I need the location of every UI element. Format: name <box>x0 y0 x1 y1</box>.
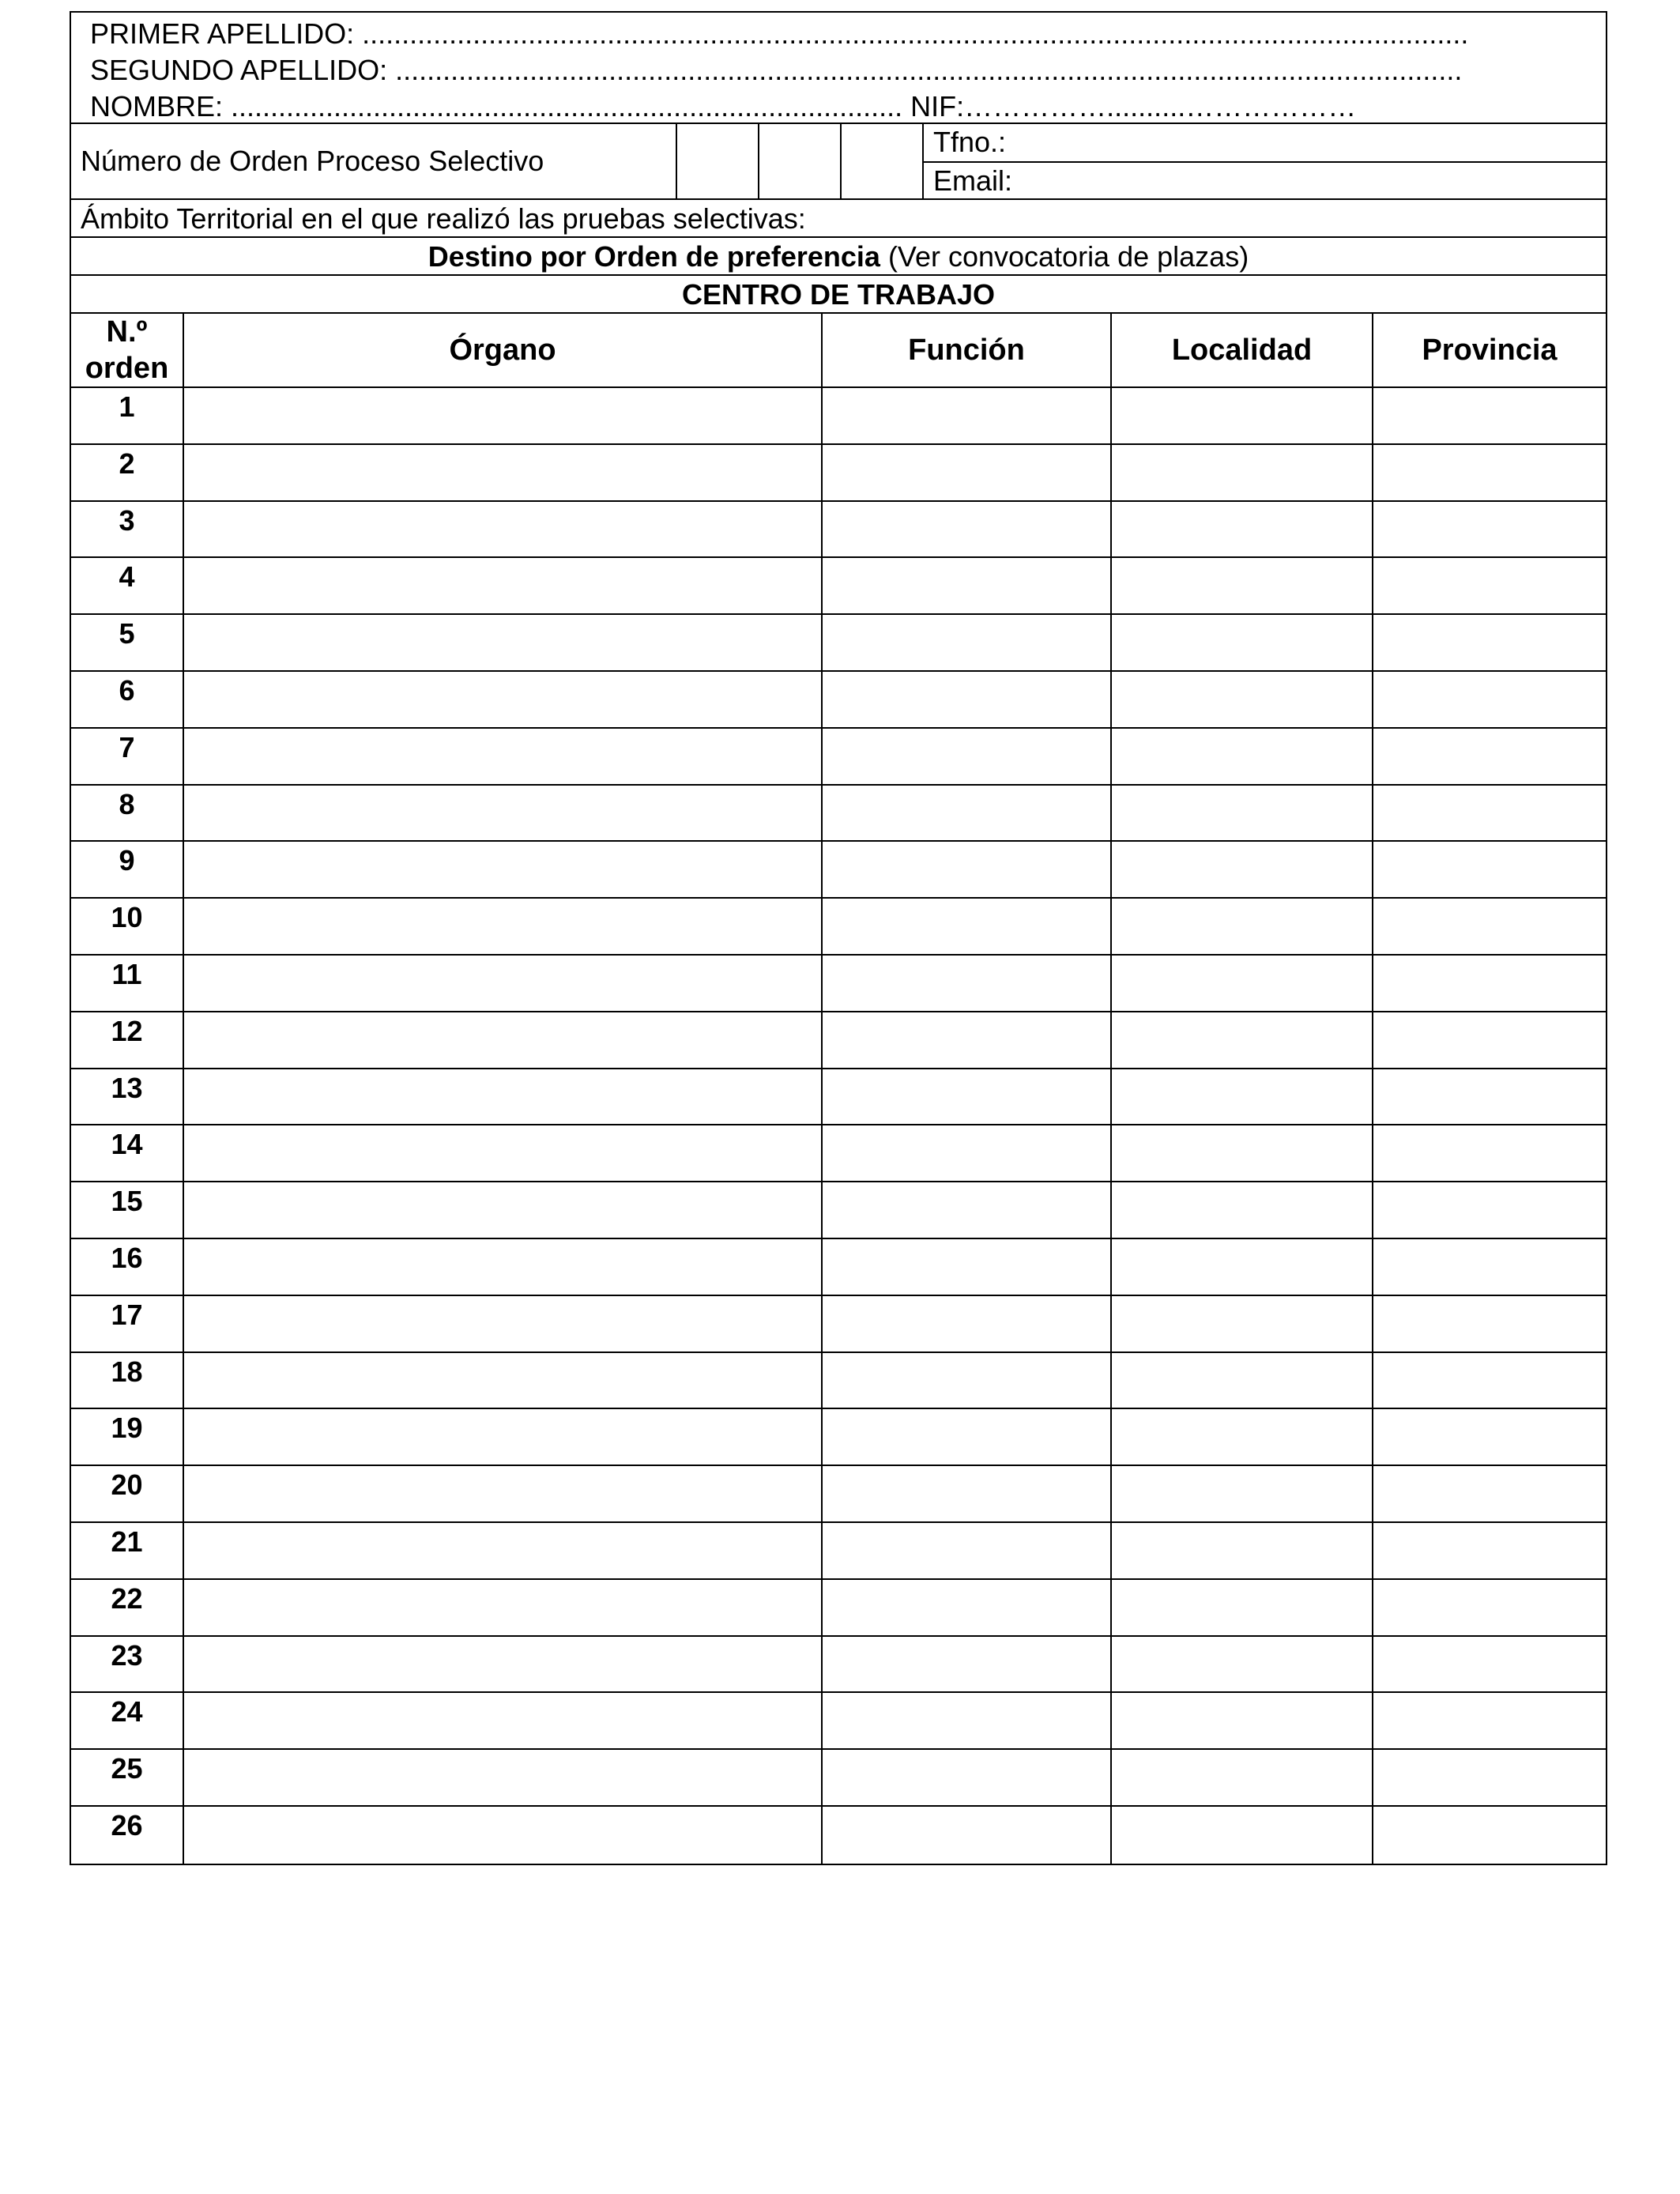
header-funcion: Función <box>823 314 1112 386</box>
centro-row <box>71 276 1606 314</box>
organo-cell[interactable] <box>184 1012 823 1068</box>
organo-cell[interactable] <box>184 1353 823 1408</box>
organo-cell[interactable] <box>184 729 823 784</box>
order-process-label: Número de Orden Proceso Selectivo <box>71 124 677 198</box>
provincia-cell[interactable] <box>1373 445 1606 500</box>
funcion-cell[interactable] <box>823 1523 1112 1578</box>
organo-cell[interactable] <box>184 672 823 727</box>
table-row <box>71 786 1606 843</box>
organo-cell[interactable] <box>184 615 823 670</box>
provincia-cell[interactable] <box>1373 1069 1606 1125</box>
localidad-cell[interactable] <box>1112 615 1373 670</box>
table-row <box>71 502 1606 559</box>
row-number: 11 <box>71 956 184 1011</box>
provincia-cell[interactable] <box>1373 899 1606 954</box>
provincia-cell[interactable] <box>1373 1353 1606 1408</box>
row-number: 18 <box>71 1353 184 1408</box>
table-row <box>71 1750 1606 1807</box>
funcion-cell[interactable] <box>823 1069 1112 1125</box>
funcion-cell[interactable] <box>823 1409 1112 1465</box>
provincia-cell[interactable] <box>1373 1296 1606 1351</box>
order-digit-box-2[interactable] <box>759 124 842 198</box>
funcion-cell[interactable] <box>823 786 1112 841</box>
row-number: 25 <box>71 1750 184 1805</box>
funcion-cell[interactable] <box>823 1353 1112 1408</box>
localidad-cell[interactable] <box>1112 1125 1373 1181</box>
localidad-cell[interactable] <box>1112 1239 1373 1295</box>
table-row <box>71 1523 1606 1580</box>
funcion-cell[interactable] <box>823 558 1112 613</box>
organo-cell[interactable] <box>184 1807 823 1864</box>
applicant-block <box>71 13 1606 124</box>
provincia-cell[interactable] <box>1373 1182 1606 1238</box>
email-field[interactable]: Email: <box>924 161 1606 198</box>
provincia-cell[interactable] <box>1373 1523 1606 1578</box>
funcion-cell[interactable] <box>823 729 1112 784</box>
header-organo: Órgano <box>184 314 823 386</box>
provincia-cell[interactable] <box>1373 615 1606 670</box>
table-row <box>71 1239 1606 1296</box>
row-number: 20 <box>71 1466 184 1521</box>
organo-cell[interactable] <box>184 899 823 954</box>
localidad-cell[interactable] <box>1112 1693 1373 1748</box>
funcion-cell[interactable] <box>823 1296 1112 1351</box>
funcion-cell[interactable] <box>823 1807 1112 1864</box>
row-number: 9 <box>71 842 184 897</box>
localidad-cell[interactable] <box>1112 1807 1373 1864</box>
provincia-cell[interactable] <box>1373 558 1606 613</box>
provincia-cell[interactable] <box>1373 1409 1606 1465</box>
localidad-cell[interactable] <box>1112 1466 1373 1521</box>
funcion-cell[interactable] <box>823 956 1112 1011</box>
organo-cell[interactable] <box>184 1750 823 1805</box>
destino-note: (Ver convocatoria de plazas) <box>880 240 1249 273</box>
provincia-cell[interactable] <box>1373 1239 1606 1295</box>
destino-heading <box>71 238 1606 274</box>
order-digit-box-3[interactable] <box>842 124 924 198</box>
segundo-apellido-field[interactable]: SEGUNDO APELLIDO: ....................................................................................................................................... <box>90 54 1463 86</box>
provincia-cell[interactable] <box>1373 1637 1606 1692</box>
funcion-cell[interactable] <box>823 1693 1112 1748</box>
organo-cell[interactable] <box>184 558 823 613</box>
table-row <box>71 1069 1606 1126</box>
funcion-cell[interactable] <box>823 672 1112 727</box>
localidad-cell[interactable] <box>1112 1750 1373 1805</box>
provincia-cell[interactable] <box>1373 502 1606 557</box>
ambito-row <box>71 200 1606 238</box>
funcion-cell[interactable] <box>823 615 1112 670</box>
contact-block <box>922 124 1606 198</box>
row-number: 17 <box>71 1296 184 1351</box>
localidad-cell[interactable] <box>1112 502 1373 557</box>
localidad-cell[interactable] <box>1112 558 1373 613</box>
organo-cell[interactable] <box>184 1466 823 1521</box>
organo-cell[interactable] <box>184 1125 823 1181</box>
provincia-cell[interactable] <box>1373 786 1606 841</box>
provincia-cell[interactable] <box>1373 1693 1606 1748</box>
organo-cell[interactable] <box>184 445 823 500</box>
funcion-cell[interactable] <box>823 445 1112 500</box>
order-digit-box-1[interactable] <box>677 124 759 198</box>
table-row <box>71 1807 1606 1864</box>
tfno-field[interactable]: Tfno.: <box>933 126 1007 158</box>
nombre-nif-field[interactable]: NOMBRE: ..................................................................................... NIF:……………..........……………… <box>90 90 1357 123</box>
table-row <box>71 1353 1606 1410</box>
table-row <box>71 1182 1606 1239</box>
destino-row <box>71 238 1606 276</box>
row-number: 15 <box>71 1182 184 1238</box>
table-row <box>71 388 1606 445</box>
row-number: 2 <box>71 445 184 500</box>
table-row <box>71 1409 1606 1466</box>
provincia-cell[interactable] <box>1373 1807 1606 1864</box>
localidad-cell[interactable] <box>1112 1182 1373 1238</box>
provincia-cell[interactable] <box>1373 1125 1606 1181</box>
funcion-cell[interactable] <box>823 502 1112 557</box>
organo-cell[interactable] <box>184 1523 823 1578</box>
row-number: 22 <box>71 1580 184 1635</box>
provincia-cell[interactable] <box>1373 842 1606 897</box>
row-number: 10 <box>71 899 184 954</box>
localidad-cell[interactable] <box>1112 786 1373 841</box>
table-row <box>71 842 1606 899</box>
localidad-cell[interactable] <box>1112 1409 1373 1465</box>
header-n-orden-line1: N.º <box>106 315 148 349</box>
row-number: 26 <box>71 1807 184 1864</box>
row-number: 6 <box>71 672 184 727</box>
funcion-cell[interactable] <box>823 1239 1112 1295</box>
provincia-cell[interactable] <box>1373 729 1606 784</box>
localidad-cell[interactable] <box>1112 1580 1373 1635</box>
table-row <box>71 672 1606 729</box>
organo-cell[interactable] <box>184 786 823 841</box>
localidad-cell[interactable] <box>1112 445 1373 500</box>
localidad-cell[interactable] <box>1112 899 1373 954</box>
funcion-cell[interactable] <box>823 1125 1112 1181</box>
localidad-cell[interactable] <box>1112 1069 1373 1125</box>
table-body <box>71 388 1606 1864</box>
table-row <box>71 558 1606 615</box>
organo-cell[interactable] <box>184 388 823 443</box>
table-row <box>71 1296 1606 1353</box>
primer-apellido-field[interactable]: PRIMER APELLIDO: ............................................................................................................................................ <box>90 17 1469 50</box>
localidad-cell[interactable] <box>1112 842 1373 897</box>
row-number: 16 <box>71 1239 184 1295</box>
table-row <box>71 1125 1606 1182</box>
provincia-cell[interactable] <box>1373 956 1606 1011</box>
localidad-cell[interactable] <box>1112 1353 1373 1408</box>
row-number: 1 <box>71 388 184 443</box>
row-number: 24 <box>71 1693 184 1748</box>
funcion-cell[interactable] <box>823 1580 1112 1635</box>
row-number: 23 <box>71 1637 184 1692</box>
table-row <box>71 1693 1606 1750</box>
localidad-cell[interactable] <box>1112 1523 1373 1578</box>
localidad-cell[interactable] <box>1112 956 1373 1011</box>
organo-cell[interactable] <box>184 1409 823 1465</box>
row-number: 5 <box>71 615 184 670</box>
table-row <box>71 956 1606 1012</box>
funcion-cell[interactable] <box>823 1466 1112 1521</box>
provincia-cell[interactable] <box>1373 1012 1606 1068</box>
table-row <box>71 1637 1606 1694</box>
order-process-row <box>71 124 1606 200</box>
table-row <box>71 729 1606 786</box>
organo-cell[interactable] <box>184 502 823 557</box>
table-header-row <box>71 314 1606 388</box>
header-n-orden <box>71 314 184 386</box>
table-row <box>71 615 1606 672</box>
localidad-cell[interactable] <box>1112 729 1373 784</box>
destino-bold: Destino por Orden de preferencia <box>428 240 880 273</box>
provincia-cell[interactable] <box>1373 1466 1606 1521</box>
funcion-cell[interactable] <box>823 1182 1112 1238</box>
organo-cell[interactable] <box>184 1296 823 1351</box>
row-number: 4 <box>71 558 184 613</box>
organo-cell[interactable] <box>184 1069 823 1125</box>
organo-cell[interactable] <box>184 1693 823 1748</box>
localidad-cell[interactable] <box>1112 1637 1373 1692</box>
row-number: 8 <box>71 786 184 841</box>
preference-form <box>70 11 1607 1865</box>
funcion-cell[interactable] <box>823 388 1112 443</box>
organo-cell[interactable] <box>184 956 823 1011</box>
funcion-cell[interactable] <box>823 1012 1112 1068</box>
ambito-label[interactable]: Ámbito Territorial en el que realizó las pruebas selectivas: <box>81 202 806 235</box>
header-n-orden-line2: orden <box>85 352 169 385</box>
organo-cell[interactable] <box>184 1239 823 1295</box>
localidad-cell[interactable] <box>1112 1012 1373 1068</box>
table-row <box>71 1466 1606 1523</box>
centro-heading: CENTRO DE TRABAJO <box>681 278 996 311</box>
organo-cell[interactable] <box>184 1580 823 1635</box>
table-row <box>71 1580 1606 1637</box>
table-row <box>71 445 1606 502</box>
funcion-cell[interactable] <box>823 1750 1112 1805</box>
organo-cell[interactable] <box>184 842 823 897</box>
localidad-cell[interactable] <box>1112 388 1373 443</box>
funcion-cell[interactable] <box>823 842 1112 897</box>
header-provincia: Provincia <box>1422 333 1558 367</box>
funcion-cell[interactable] <box>823 899 1112 954</box>
row-number: 13 <box>71 1069 184 1125</box>
row-number: 19 <box>71 1409 184 1465</box>
provincia-cell[interactable] <box>1373 1750 1606 1805</box>
provincia-cell[interactable] <box>1373 672 1606 727</box>
organo-cell[interactable] <box>184 1182 823 1238</box>
organo-cell[interactable] <box>184 1637 823 1692</box>
provincia-cell[interactable] <box>1373 1580 1606 1635</box>
header-localidad: Localidad <box>1112 314 1373 386</box>
row-number: 21 <box>71 1523 184 1578</box>
row-number: 12 <box>71 1012 184 1068</box>
localidad-cell[interactable] <box>1112 1296 1373 1351</box>
row-number: 14 <box>71 1125 184 1181</box>
table-row <box>71 899 1606 956</box>
funcion-cell[interactable] <box>823 1637 1112 1692</box>
localidad-cell[interactable] <box>1112 672 1373 727</box>
row-number: 7 <box>71 729 184 784</box>
provincia-cell[interactable] <box>1373 388 1606 443</box>
table-row <box>71 1012 1606 1069</box>
row-number: 3 <box>71 502 184 557</box>
